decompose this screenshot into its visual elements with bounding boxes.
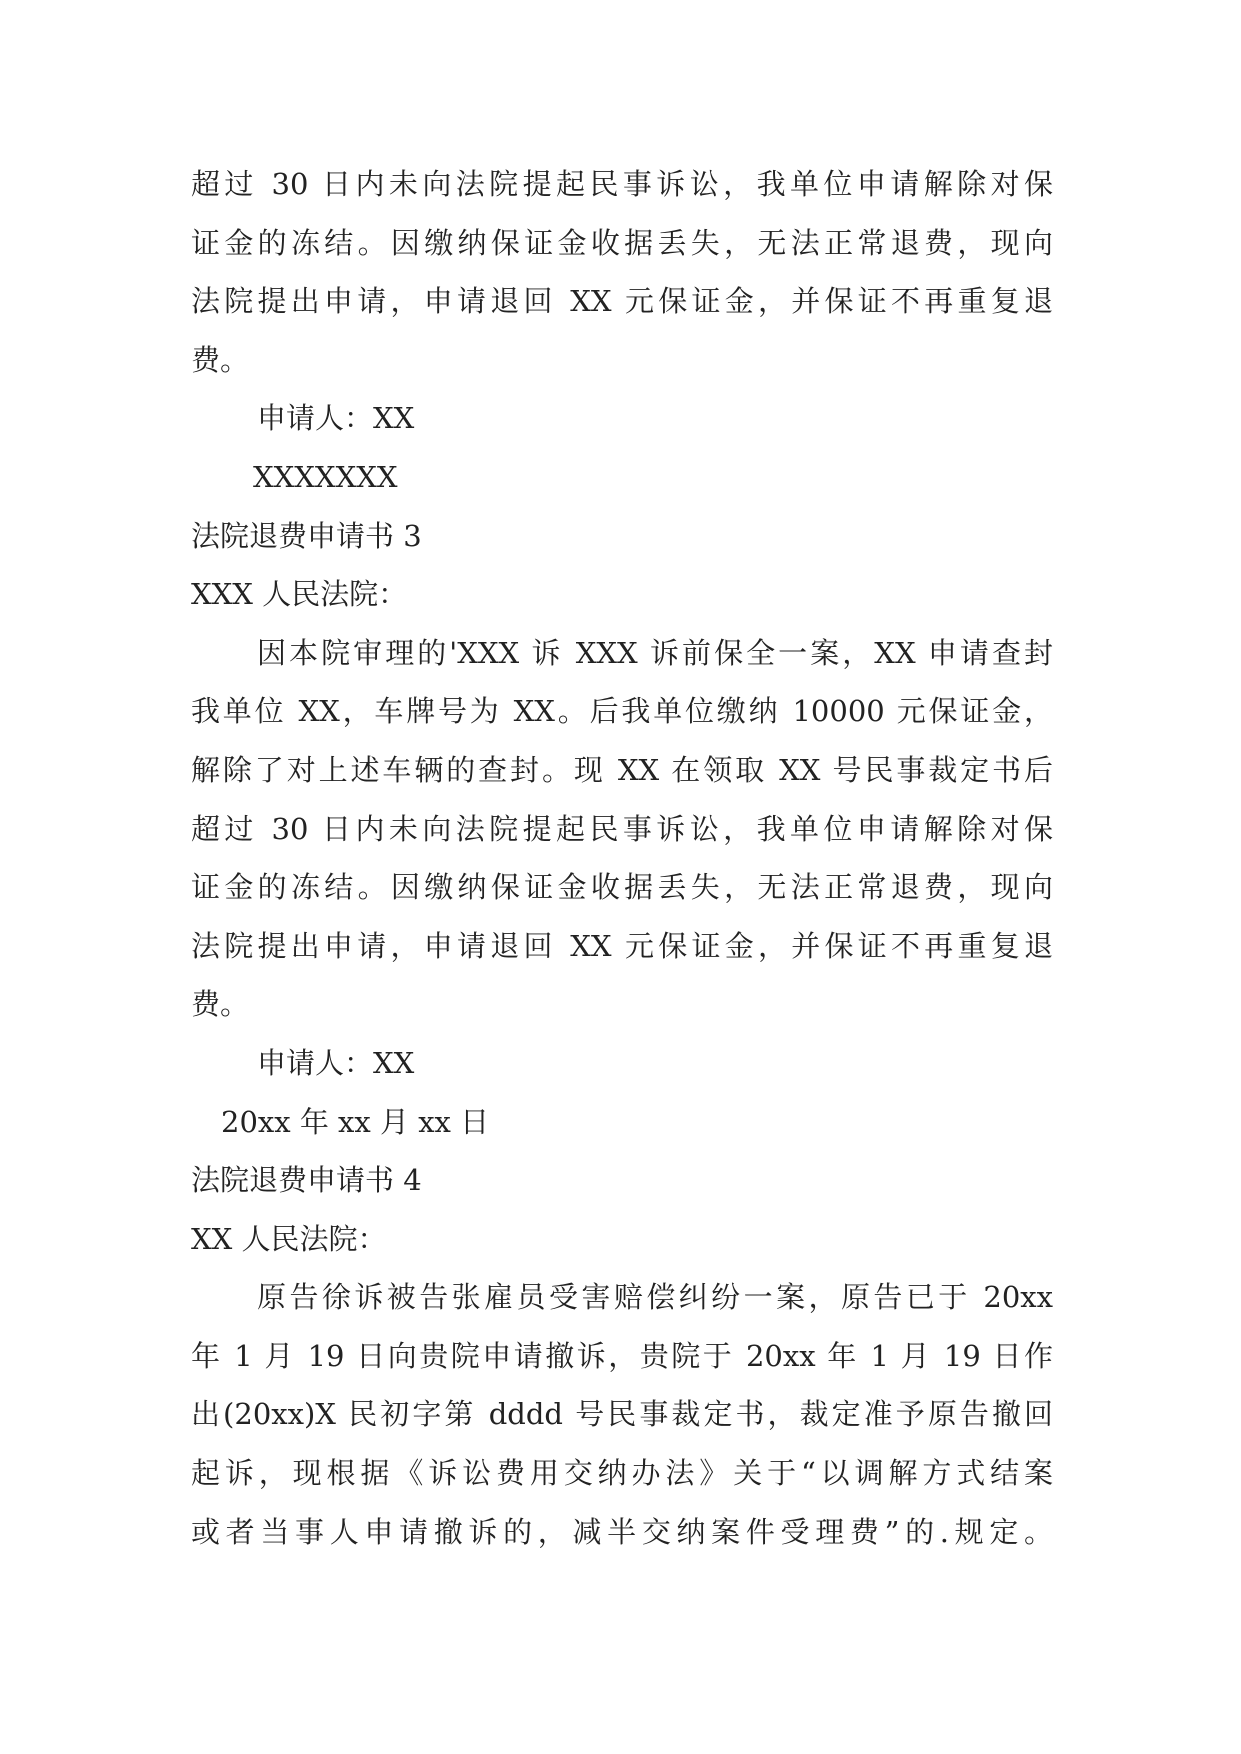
paragraph-line: 出(20xx)X 民初字第 dddd 号民事裁定书，裁定准予原告撤回 (191, 1397, 1053, 1432)
paragraph-line: 因本院审理的'XXX 诉 XXX 诉前保全一案，XX 申请查封 (257, 635, 1053, 670)
section-heading: 法院退费申请书 4 (191, 1163, 422, 1198)
document-body (191, 155, 1053, 1561)
paragraph-line: 法院提出申请，申请退回 XX 元保证金，并保证不再重复退 (191, 284, 1053, 319)
addressee-line: XXX 人民法院： (191, 577, 408, 612)
paragraph-line: 我单位 XX，车牌号为 XX。后我单位缴纳 10000 元保证金， (191, 694, 1053, 729)
paragraph-line: 证金的冻结。因缴纳保证金收据丢失，无法正常退费，现向 (191, 225, 1053, 260)
paragraph-line: 法院提出申请，申请退回 XX 元保证金，并保证不再重复退 (191, 928, 1053, 963)
paragraph-line: 原告徐诉被告张雇员受害赔偿纠纷一案，原告已于 20xx (257, 1280, 1053, 1315)
paragraph-line: 证金的冻结。因缴纳保证金收据丢失，无法正常退费，现向 (191, 870, 1053, 905)
section-heading: 法院退费申请书 3 (191, 518, 422, 553)
paragraph-line: 解除了对上述车辆的查封。现 XX 在领取 XX 号民事裁定书后 (191, 752, 1053, 787)
applicant-line: 申请人：XX (257, 1045, 415, 1080)
paragraph-line: 超过 30 日内未向法院提起民事诉讼，我单位申请解除对保 (191, 811, 1053, 846)
paragraph-line: 费。 (191, 342, 250, 377)
paragraph-line: 起诉，现根据《诉讼费用交纳办法》关于“以调解方式结案 (191, 1456, 1053, 1491)
date-line: 20xx 年 xx 月 xx 日 (221, 1104, 490, 1139)
addressee-line: XX 人民法院： (191, 1221, 387, 1256)
paragraph-line: 年 1 月 19 日向贵院申请撤诉，贵院于 20xx 年 1 月 19 日作 (191, 1338, 1053, 1373)
paragraph-line: 或者当事人申请撤诉的，减半交纳案件受理费”的.规定。 (191, 1514, 1053, 1549)
applicant-line: 申请人：XX (257, 401, 415, 436)
paragraph-line: 超过 30 日内未向法院提起民事诉讼，我单位申请解除对保 (191, 167, 1053, 201)
paragraph-line: 费。 (191, 987, 250, 1022)
signature-line: XXXXXXX (253, 459, 398, 494)
